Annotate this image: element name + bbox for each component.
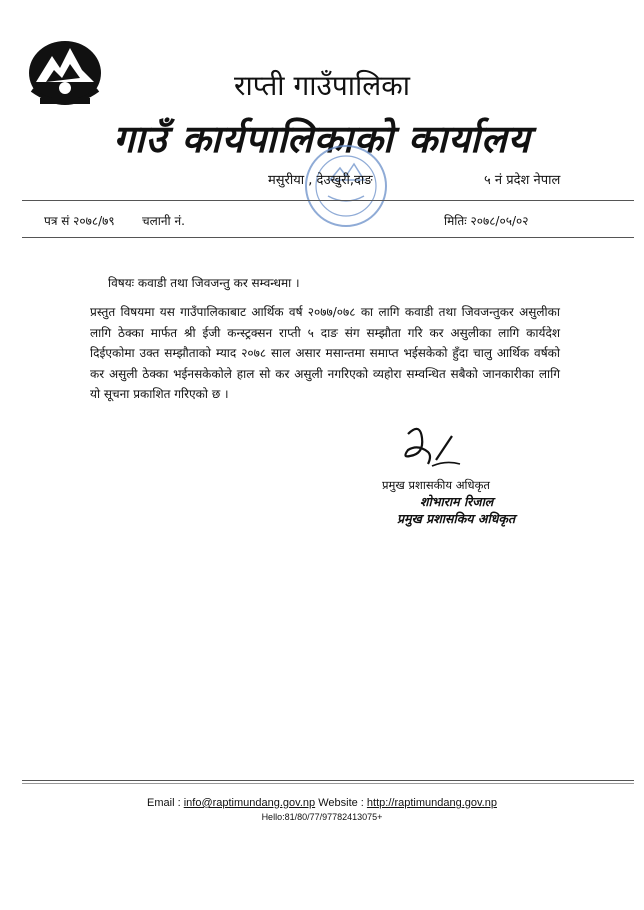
office-address: मसुरीया , देउखुरी,दाङ [268,173,373,188]
footer-contact [0,797,644,809]
footer-divider-secondary [22,783,634,784]
signatory-designation: प्रमुख प्रशासकीय अधिकृत [382,478,490,492]
website-label: Website : [318,797,364,809]
letter-subject: विषयः कवाडी तथा जिवजन्तु कर सम्वन्धमा । [108,276,300,290]
office-name: गाउँ कार्यपालिकाको कार्यालय [113,117,531,161]
letter-body: प्रस्तुत विषयमा यस गाउँपालिकाबाट आर्थिक वर्ष २०७७/०७८ का लागि कवाडी तथा जिवजन्तुकर असुलीका लागि ठेक्का मार्फत श्री ईजी कन्स्ट्रक्सन राप्ती ५ दाङ संग सम्झौता गरि कर असुलीका लागि कार्यदेश दिईएकोमा उक्त सम्झौताको म्याद २०७८ साल असार मसान्तमा समाप्त भईसकेको हुँदा चालु आर्थिक वर्षको कर असुली ठेक्का भईनसकेकोले हाल सो कर असुली नगरिएको व्यहोरा सम्वन्धित सबैको जानकारीका लागि यो सूचना प्रकाशित गरिएको छ । [90,305,560,401]
province-label: ५ नं प्रदेश नेपाल [484,173,561,188]
footer-phone: Hello:81/80/77/97782413075+ [261,812,383,822]
organization-name: राप्ती गाउँपालिका [234,69,410,102]
email-link[interactable]: info@raptimundang.gov.np [183,797,316,809]
dispatch-number: चलानी नं. [142,214,185,228]
email-label: Email : [147,797,181,809]
website-link[interactable]: http://raptimundang.gov.np [366,797,497,809]
reference-divider [22,237,634,238]
header-divider [22,200,634,201]
letter-date: मितिः २०७८/०५/०२ [444,214,529,228]
signatory-name: शोभाराम रिजाल [420,494,494,509]
signatory-stamp-designation: प्रमुख प्रशासकिय अधिकृत [397,511,516,526]
handwritten-signature-icon [398,420,478,476]
reference-number: पत्र सं २०७८/७९ [44,214,115,228]
footer-divider [22,780,634,781]
